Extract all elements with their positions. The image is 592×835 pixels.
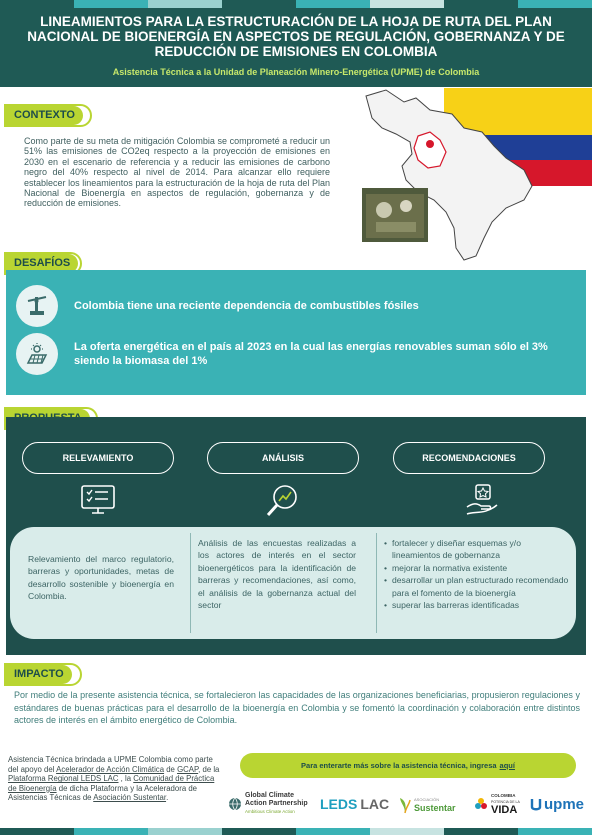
gcap-logo-tagline: Ambitious Climate Action <box>245 809 295 814</box>
gcap-logo-text: Action Partnership <box>245 800 308 807</box>
upme-logo <box>530 787 584 821</box>
leaf-icon <box>398 794 412 814</box>
leds-logo-text: LEDS <box>320 796 358 812</box>
contexto-label: CONTEXTO <box>6 106 83 125</box>
list-item: • mejorar la normativa existente <box>384 562 570 574</box>
footer-text-part: Asistencia Técnica brindada a UPME Colombia como parte del apoyo del <box>8 755 213 774</box>
desafio-item <box>16 333 576 375</box>
list-item: • desarrollar un plan estructurado recomendado para el fomento de la bioenergía <box>384 574 570 599</box>
header-color-strip <box>0 0 592 8</box>
hand-star-icon <box>463 481 503 521</box>
solar-panel-icon <box>16 333 58 375</box>
link-gcap[interactable]: GCAP <box>177 764 199 774</box>
upme-logo-text: upme <box>544 795 585 813</box>
magnifier-chart-icon <box>263 481 303 521</box>
pill-recomendaciones: RECOMENDACIONES <box>393 442 545 474</box>
colombia-logo-text: COLOMBIA <box>491 792 516 798</box>
desafio-text: La oferta energética en el país al 2023 en la cual las energías renovables suman sólo el 3% siendo la biomasa del 1% <box>74 341 548 367</box>
page-title: LINEAMIENTOS PARA LA ESTRUCTURACIÓN DE LA HOJA DE RUTA DEL PLAN NACIONAL DE BIOENERGÍA EN ASPECTOS DE REGULACIÓN, GOBERNANZA Y DE REDUCCIÓN DE EMISIONES EN COLOMBIA <box>27 14 565 59</box>
upme-emblem-icon <box>530 797 542 811</box>
checklist-monitor-icon <box>78 481 118 521</box>
header-banner <box>0 0 592 87</box>
vida-logo-text: VIDA <box>491 803 518 816</box>
impacto-text: Por medio de la presente asistencia técnica, se fortalecieron las capacidades de las organizaciones beneficiarias, propusieron regulaciones y estándares de buenas prácticas para el desarrollo de la bioenergía en Colombia y se fomentó la coordinación y colaboración entre distintos actores de interés en el ámbito energético de Colombia. <box>14 690 580 726</box>
oil-pump-icon <box>16 285 58 327</box>
list-item: • superar las barreras identificadas <box>384 599 570 611</box>
cta-link[interactable]: aquí <box>499 761 515 770</box>
footer-text-part: , de la <box>198 764 220 774</box>
relevamiento-text: Relevamiento del marco regulatorio, barreras y oportunidades, metas de desarrollo sostenible y bioenergía en Colombia. <box>28 554 174 602</box>
colombia-map-illustration <box>356 88 592 264</box>
leds-lac-logo <box>320 787 389 821</box>
cta-banner <box>240 753 576 778</box>
recomendaciones-list <box>384 537 570 611</box>
page-subtitle: Asistencia Técnica a la Unidad de Planeación Minero-Energética (UPME) de Colombia <box>112 67 480 77</box>
colombia-vida-logo <box>474 787 520 821</box>
footer-text-part: , la <box>118 774 134 784</box>
sustentar-logo-text: Sustentar <box>414 803 456 813</box>
pill-analisis: ANÁLISIS <box>207 442 359 474</box>
pill-relevamiento: RELEVAMIENTO <box>22 442 174 474</box>
footer-text-part: . <box>166 793 169 803</box>
desafios-label: DESAFÍOS <box>6 254 78 273</box>
contexto-text: Como parte de su meta de mitigación Colombia se comprometé a reducir un 51% las emisiones de CO2eq respecto a la proyección de emisiones en 2030 en el escenario de referencia y a reducir las emisiones de carbono negro del 40% respecto al nivel de 2014. Para alcanzar ello requiere establecer los lineamientos para la estructuración de la hoja de ruta del Plan Nacional de Bioenergía en aspectos de regulación, gobernanza y de reducción de emisiones. <box>24 136 330 209</box>
footer-text-part: de <box>164 764 178 774</box>
footer-credits <box>8 755 222 803</box>
colombia-logo-sub: POTENCIA DE LA <box>491 799 520 804</box>
analisis-text: Análisis de las encuestas realizadas a los actores de interés en el sector bioenergéticos para la identificación de barreras y recomendaciones, así como, el análisis de la gobernanza actual del sector <box>198 538 356 611</box>
column-divider <box>190 533 191 633</box>
link-comunidad[interactable]: Comunidad de Práctica de Bioenergía <box>8 774 215 793</box>
link-leds-lac[interactable]: Plataforma Regional LEDS LAC <box>8 774 119 784</box>
sustentar-logo-small: ASOCIACIÓN <box>414 797 440 802</box>
globe-icon <box>228 797 242 811</box>
desafio-item <box>16 285 576 327</box>
gcap-logo-text: Global Climate <box>245 792 295 799</box>
link-sustentar[interactable]: Asociación Sustentar <box>93 793 167 803</box>
link-acelerador[interactable]: Acelerador de Acción Climática <box>56 764 165 774</box>
lac-logo-text: LAC <box>360 796 390 812</box>
flower-icon <box>474 797 488 811</box>
desafio-text: Colombia tiene una reciente dependencia de combustibles fósiles <box>74 300 419 312</box>
sustentar-logo <box>398 787 456 821</box>
cta-text: Para enterarte más sobre la asistencia técnica, ingresa <box>301 761 497 770</box>
column-divider <box>376 533 377 633</box>
list-item: • fortalecer y diseñar esquemas y/o lineamientos de gobernanza <box>384 537 570 562</box>
footer-text-part: de dicha Plataforma y la Aceleradora de Asistencias Técnicas de <box>8 783 197 803</box>
gcap-logo <box>228 787 308 821</box>
impacto-label: IMPACTO <box>6 665 72 684</box>
footer-color-strip <box>0 828 592 835</box>
